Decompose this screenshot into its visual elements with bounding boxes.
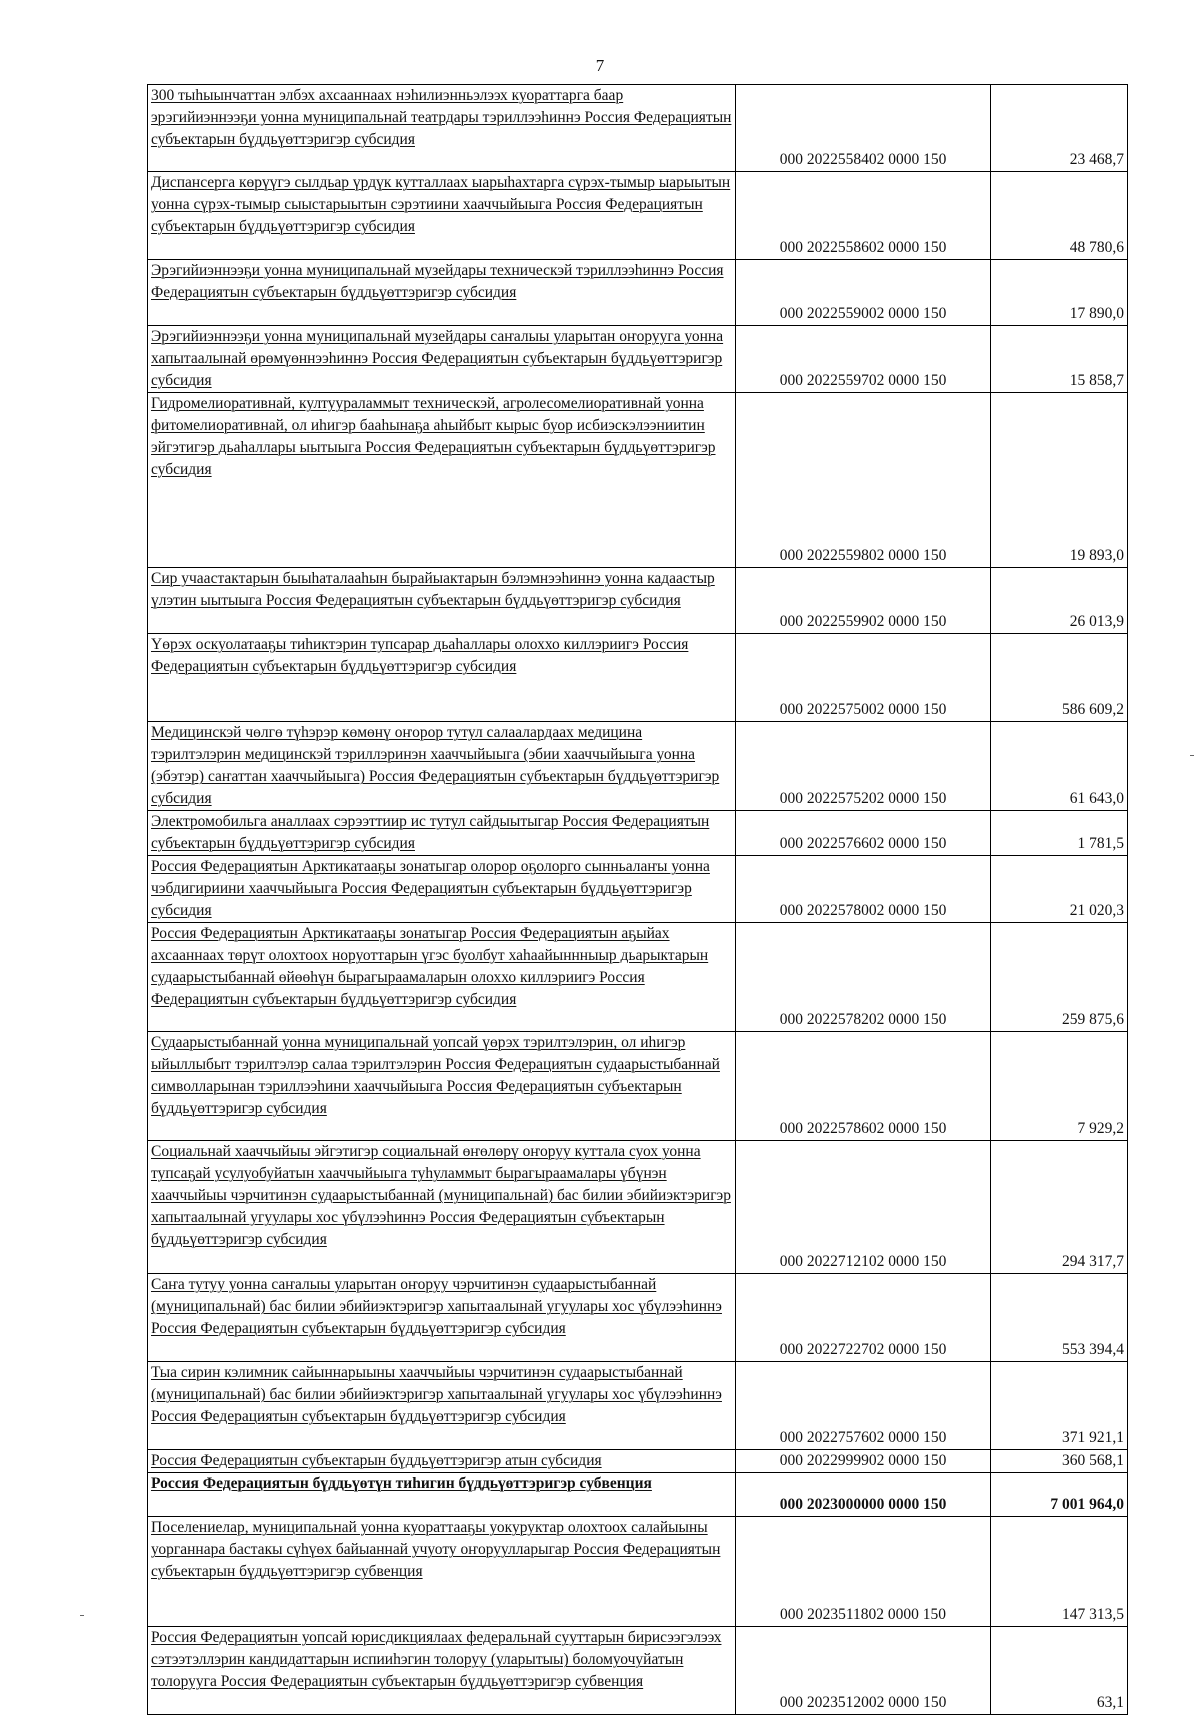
- budget-row: [148, 634, 1128, 722]
- row-amount: 26 013,9: [991, 568, 1128, 634]
- row-code: 000 2022578602 0000 150: [736, 1032, 991, 1141]
- row-name-cell: [148, 568, 736, 634]
- row-code: 000 2022559902 0000 150: [736, 568, 991, 634]
- row-name: Судаарыстыбаннай уонна муниципальнай уопсай үөрэх тэрилтэлэрин, ол иһигэр ыйыллыбыт тэрилтэлэр салаа тэрилтэлэрин Россия Федерациятын судаарыстыбаннай символларынан тэриллээһини хааччыйыыга Россия Федерациятын субъектарын бүддьүөттэригэр субсидия: [151, 1034, 720, 1117]
- budget-row: [148, 1362, 1128, 1450]
- row-amount: 7 001 964,0: [991, 1473, 1128, 1517]
- row-name: Саҥа тутуу уонна саҥалыы уларытан оҥоруу чэрчитинэн судаарыстыбаннай (муниципальнай) бас билии эбийиэктэригэр хапытаалынай угуулары хос үбүлээһиннэ Россия Федерациятын субъектарын бүддьүөттэригэр субсидия: [151, 1276, 722, 1337]
- row-amount: 294 317,7: [991, 1141, 1128, 1274]
- row-code: 000 2022575002 0000 150: [736, 634, 991, 722]
- row-name-cell: [148, 1627, 736, 1715]
- row-name-cell: [148, 1032, 736, 1141]
- budget-row: [148, 1141, 1128, 1274]
- budget-row: [148, 856, 1128, 923]
- row-name: Гидромелиоративнай, култуураламмыт техническэй, агролесомелиоративнай уонна фитомелиоративнай, ол иһигэр бааһынаҕа аһыйбыт кырыс буор исбиэскэлээниитин эйгэтигэр дьаһаллары ыытыыга Россия Федерациятын субъектарын бүддьүөттэригэр субсидия: [151, 395, 716, 478]
- row-code: 000 2022559002 0000 150: [736, 260, 991, 326]
- row-name-cell: [148, 1274, 736, 1362]
- row-name: Эрэгийиэннээҕи уонна муниципальнай музейдары саҥалыы уларытан оҥорууга уонна хапытаалынай өрөмүөннээһиннэ Россия Федерациятын субъектарын бүддьүөттэригэр субсидия: [151, 328, 724, 389]
- row-name: Социальнай хааччыйыы эйгэтигэр социальнай өҥөлөрү оҥоруу куттала суох уонна тупсаҕай усулуобуйатын хааччыйыыга туһуламмыт бырагыраамалары үбүнэн хааччыйыы чэрчитинэн судаарыстыбаннай (муниципальнай) бас билии эбийиэктэригэр хапытаалынай угуулары хос үбүлээһиннэ Россия Федерациятын субъектарын бүддьүөттэригэр субсидия: [151, 1143, 731, 1248]
- row-amount: 553 394,4: [991, 1274, 1128, 1362]
- row-name: Тыа сирин кэлимник сайыннарыыны хааччыйыы чэрчитинэн судаарыстыбаннай (муниципальнай) бас билии эбийиэктэригэр хапытаалынай угуулары хос үбүлээһиннэ Россия Федерациятын субъектарын бүддьүөттэригэр субсидия: [151, 1364, 722, 1425]
- budget-row: [148, 1627, 1128, 1715]
- scan-edge-mark: [1190, 755, 1194, 756]
- row-amount: 15 858,7: [991, 326, 1128, 393]
- row-name-cell: [148, 722, 736, 811]
- row-amount: 61 643,0: [991, 722, 1128, 811]
- budget-table: [147, 84, 1128, 1715]
- row-code: 000 2022558402 0000 150: [736, 85, 991, 172]
- budget-row: [148, 326, 1128, 393]
- row-name-cell: [148, 1517, 736, 1627]
- row-amount: 48 780,6: [991, 172, 1128, 260]
- row-name: Эрэгийиэннээҕи уонна муниципальнай музейдары техническэй тэриллээһиннэ Россия Федерациятын субъектарын бүддьүөттэригэр субсидия: [151, 262, 724, 301]
- row-name: Сир учаастактарын быыһаталааһын бырайыактарын бэлэмнээһиннэ уонна кадаастыр үлэтин ыытыыга Россия Федерациятын субъектарын бүддьүөттэригэр субсидия: [151, 570, 715, 609]
- row-code: 000 2022999902 0000 150: [736, 1450, 991, 1473]
- row-amount: 371 921,1: [991, 1362, 1128, 1450]
- row-name: Россия Федерациятын уопсай юрисдикциялаах федеральнай сууттарын бирисээгэлээх сэтээтэллэрин кандидаттарын испииһэгин толоруу (уларытыы) боломуочуйатын толорууга Россия Федерациятын субъектарын бүддьүөттэригэр субвенция: [151, 1629, 722, 1690]
- row-amount: 1 781,5: [991, 811, 1128, 856]
- budget-row: [148, 1450, 1128, 1473]
- row-name-cell: [148, 85, 736, 172]
- row-name-cell: [148, 1450, 736, 1473]
- row-code: 000 2023511802 0000 150: [736, 1517, 991, 1627]
- row-name-cell: [148, 172, 736, 260]
- row-amount: 360 568,1: [991, 1450, 1128, 1473]
- budget-row: [148, 1274, 1128, 1362]
- row-name: 300 тыһыынчаттан элбэх ахсааннаах нэһилиэнньэлээх куораттарга баар эрэгийиэннээҕи уонна муниципальнай театрдары тэриллээһиннэ Россия Федерациятын субъектарын бүддьүөттэригэр субсидия: [151, 87, 732, 148]
- row-name-cell: [148, 856, 736, 923]
- row-code: 000 2023000000 0000 150: [736, 1473, 991, 1517]
- row-name: Россия Федерациятын бүддьүөтүн тиһигин бүддьүөттэригэр субвенция: [151, 1475, 652, 1492]
- row-name-cell: [148, 1473, 736, 1517]
- row-code: 000 2022722702 0000 150: [736, 1274, 991, 1362]
- row-amount: 17 890,0: [991, 260, 1128, 326]
- budget-row: [148, 1032, 1128, 1141]
- budget-row: [148, 1473, 1128, 1517]
- budget-row: [148, 172, 1128, 260]
- row-name: Электромобильга аналлаах сэрээттиир ис тутул сайдыытыгар Россия Федерациятын субъектарын бүддьүөттэригэр субсидия: [151, 813, 710, 852]
- row-amount: 7 929,2: [991, 1032, 1128, 1141]
- row-code: 000 2022558602 0000 150: [736, 172, 991, 260]
- row-name-cell: [148, 1362, 736, 1450]
- row-name-cell: [148, 811, 736, 856]
- row-amount: 23 468,7: [991, 85, 1128, 172]
- row-code: 000 2022757602 0000 150: [736, 1362, 991, 1450]
- row-code: 000 2022712102 0000 150: [736, 1141, 991, 1274]
- row-code: 000 2022578202 0000 150: [736, 923, 991, 1032]
- budget-row: [148, 393, 1128, 568]
- row-name-cell: [148, 326, 736, 393]
- row-name-cell: [148, 1141, 736, 1274]
- row-name: Диспансерга көрүүгэ сылдьар үрдүк кутталлаах ыарыһахтарга сүрэх-тымыр ыарыытын уонна сүрэх-тымыр сыыстарыытын сэрэтиини хааччыйыыга Россия Федерациятын субъектарын бүддьүөттэригэр субсидия: [151, 174, 731, 235]
- budget-row: [148, 811, 1128, 856]
- row-code: 000 2022575202 0000 150: [736, 722, 991, 811]
- row-code: 000 2022576602 0000 150: [736, 811, 991, 856]
- row-name: Россия Федерациятын субъектарын бүддьүөттэригэр атын субсидия: [151, 1452, 602, 1469]
- row-name: Медицинскэй чөлгө түһэрэр көмөнү оҥорор тутул салаалардаах медицина тэрилтэлэрин медицинскэй тэриллэринэн хааччыйыыга (эбии хааччыйыыга уонна (эбэтэр) саҥаттан хааччыйыыга) Россия Федерациятын субъектарын бүддьүөттэригэр субсидия: [151, 724, 720, 807]
- row-amount: 586 609,2: [991, 634, 1128, 722]
- budget-row: [148, 1517, 1128, 1627]
- budget-row: [148, 260, 1128, 326]
- row-name-cell: [148, 923, 736, 1032]
- row-name: Россия Федерациятын Арктикатааҕы зонатыгар Россия Федерациятын аҕыйах ахсааннаах төрүт олохтоох норуоттарын үгэс буолбут хаһаайыннныыр дьарыктарын судаарыстыбаннай өйөөһүн бырагыраамаларын олоххо киллэриигэ Россия Федерациятын субъектарын бүддьүөттэригэр субсидия: [151, 925, 709, 1008]
- row-name-cell: [148, 393, 736, 568]
- row-name: Үөрэх оскуолатааҕы тиһиктэрин тупсарар дьаһаллары олоххо киллэриигэ Россия Федерациятын субъектарын бүддьүөттэригэр субсидия: [151, 636, 689, 675]
- scan-edge-mark: [80, 1615, 84, 1616]
- row-amount: 21 020,3: [991, 856, 1128, 923]
- row-code: 000 2022559802 0000 150: [736, 393, 991, 568]
- row-amount: 147 313,5: [991, 1517, 1128, 1627]
- row-code: 000 2022559702 0000 150: [736, 326, 991, 393]
- row-code: 000 2023512002 0000 150: [736, 1627, 991, 1715]
- budget-row: [148, 722, 1128, 811]
- budget-row: [148, 568, 1128, 634]
- row-amount: 63,1: [991, 1627, 1128, 1715]
- row-name: Поселениелар, муниципальнай уонна куораттааҕы уокуруктар олохтоох салайыыны уорганнара бастакы сүһүөх байыаннай учуоту оҥоруулларыгар Россия Федерациятын субъектарын бүддьүөттэригэр субвенция: [151, 1519, 721, 1580]
- row-name-cell: [148, 634, 736, 722]
- row-code: 000 2022578002 0000 150: [736, 856, 991, 923]
- budget-row: [148, 923, 1128, 1032]
- row-amount: 19 893,0: [991, 393, 1128, 568]
- page-number: 7: [595, 56, 605, 75]
- budget-row: [148, 85, 1128, 172]
- row-amount: 259 875,6: [991, 923, 1128, 1032]
- row-name-cell: [148, 260, 736, 326]
- budget-table-body: [148, 85, 1128, 1715]
- row-name: Россия Федерациятын Арктикатааҕы зонатыгар олорор оҕолорго сынньалаҥы уонна чэбдигириини хааччыйыыга Россия Федерациятын субъектарын бүддьүөттэригэр субсидия: [151, 858, 710, 919]
